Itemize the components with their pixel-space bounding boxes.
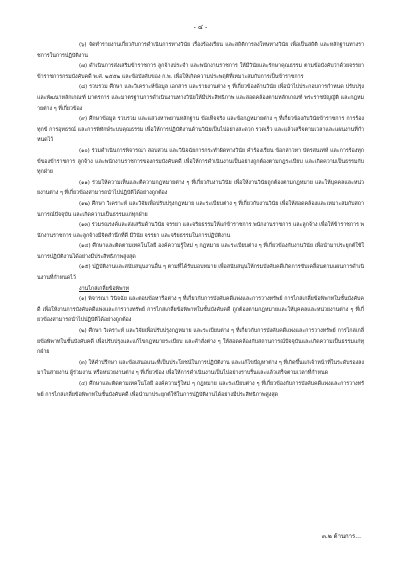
section-heading: งานไกล่เกลี่ยข้อพิพาท (79, 285, 130, 292)
paragraph-discipline-6: (๖) จัดทำรายงานเกี่ยวกับการดำเนินการทางวินัย เรื่องร้องเรียน และสถิติการลงโทษทางวินัย เพื่อเป็นสถิติ และหลักฐานทางราชการในการปฏิบัติงาน (37, 42, 364, 59)
paragraph-mediation-1: (๑) พิจารณา วินิจฉัย และตอบข้อหารือต่าง ๆ ที่เกี่ยวกับการบังคับคดีแพ่งและการวางทรัพย์ การไกล่เกลี่ยข้อพิพาทในชั้นบังคับคดี เพื่อให้งานการบังคับคดีแพ่งและการวางทรัพย์ การไกล่เกลี่ยข้อพิพาทในชั้นบังคับคดี ถูกต้องตามกฎหมายและให้บุคคลและหน่วยงานต่าง ๆ ที่เกี่ยวข้องสามารถนำไปปฏิบัติได้อย่างถูกต้อง (37, 296, 364, 324)
page-number: - ๔ - (193, 23, 208, 31)
paragraph-discipline-14: (๑๔) ศึกษาและติดตามเทคโนโลยี องค์ความรู้ใหม่ ๆ กฎหมาย และระเบียบต่าง ๆ ที่เกี่ยวข้องกับงานวินัย เพื่อนำมาประยุกต์ใช้ในการปฏิบัติงานได้อย่างมีประสิทธิภาพสูงสุด (37, 243, 364, 260)
continuation-marker: ๓.๒ ด้านการ... (321, 533, 361, 540)
paragraph-discipline-8: (๘) รวบรวม ศึกษา และวิเคราะห์ข้อมูล เอกสาร และรายงานต่าง ๆ ที่เกี่ยวข้องด้านวินัย เพื่อนำไปประกอบการกำหนด ปรับปรุง และพัฒนาหลักเกณฑ์ มาตรการ และมาตรฐานการดำเนินงานทางวินัยให้มีประสิทธิภาพ และสอดคล้องตามหลักเกณฑ์ พระราชบัญญัติ และกฎหมายต่าง ๆ ที่เกี่ยวข้อง (37, 84, 364, 112)
paragraph-mediation-3: (๓) ให้คำปรึกษา และข้อเสนอแนะที่เป็นประโยชน์ในการปฏิบัติงาน และแก้ไขปัญหาต่าง ๆ ที่เกิดขึ้นแก่เจ้าหน้าที่ในระดับรองลงมาในสายงาน ผู้ร่วมงาน หรือหน่วยงานต่าง ๆ ที่เกี่ยวข้อง เพื่อให้การดำเนินงานเป็นไปอย่างราบรื่นและแล้วเสร็จตามเวลาที่กำหนด (37, 359, 364, 377)
paragraph-discipline-12: (๑๒) ศึกษา วิเคราะห์ และวิจัยเพื่อปรับปรุงกฎหมาย และระเบียบต่าง ๆ ที่เกี่ยวกับงานวินัย เพื่อให้สอดคล้องและเหมาะสมกับสถานการณ์ปัจจุบัน และเกิดความเป็นธรรมแก่ทุกฝ่าย (37, 200, 364, 218)
paragraph-discipline-7: (๗) ดำเนินการส่งเสริมข้าราชการ ลูกจ้างประจำ และพนักงานราชการ ให้มีวินัยและรักษาคุณธรรม ตามข้อบังคับว่าด้วยจรรยาข้าราชการกรมบังคับคดี พ.ศ. ๒๕๕๒ และข้อบังคับของ ก.พ. เพื่อให้เกิดความประพฤติที่เหมาะสมกับการเป็นข้าราชการ (37, 63, 364, 80)
document-body (37, 40, 364, 400)
paragraph-discipline-9: (๙) ศึกษาข้อมูล รวบรวม และแสวงหาพยานหลักฐาน ข้อเท็จจริง และข้อกฎหมายต่าง ๆ ที่เกี่ยวข้องกับวินัยข้าราชการ การร้องทุกข์ การอุทธรณ์ และการพิทักษ์ระบบคุณธรรม เพื่อให้การปฏิบัติงานด้านวินัยเป็นไปอย่างสะดวก รวดเร็ว และแล้วเสร็จตามเวลาและแผนงานที่กำหนดไว้ (37, 116, 364, 144)
paragraph-mediation-2: (๒) ศึกษา วิเคราะห์ และวิจัยเพื่อปรับปรุงกฎหมาย และระเบียบต่าง ๆ ที่เกี่ยวกับการบังคับคดีแพ่งและการวางทรัพย์ การไกล่เกลี่ยข้อพิพาทในชั้นบังคับคดี เพื่อปรับปรุงและแก้ไขกฎหมายระเบียบ และคำสั่งต่าง ๆ ให้สอดคล้องกับสถานการณ์ปัจจุบันและเกิดความเป็นธรรมแก่ทุกฝ่าย (37, 328, 364, 356)
paragraph-discipline-10: (๑๐) ร่วมดำเนินการพิจารณา สอบสวน และวินิจฉัยการกระทำผิดทางวินัย คำร้องเรียน ข้อกล่าวหา บัตรสนเท่ห์ และการร้องทุกข์ของข้าราชการ ลูกจ้าง และพนักงานราชการของกรมบังคับคดี เพื่อให้การดำเนินงานเป็นอย่างถูกต้องตามกฎระเบียบ และเกิดความเป็นธรรมกับทุกฝ่าย (37, 147, 364, 176)
paragraph-mediation-4: (๔) ศึกษาและติดตามเทคโนโลยี องค์ความรู้ใหม่ ๆ กฎหมาย และระเบียบต่าง ๆ ที่เกี่ยวข้องกับการบังคับคดีแพ่งและการวางทรัพย์ การไกล่เกลี่ยข้อพิพาทในชั้นบังคับคดี เพื่อนำมาประยุกต์ใช้ในการปฏิบัติงานได้อย่างมีประสิทธิภาพสูงสุด (37, 381, 364, 398)
paragraph-discipline-13: (๑๓) ร่วมรณรงค์และส่งเสริมด้านวินัย จรรยา และจริยธรรมให้แก่ข้าราชการ พนักงานราชการ และลูกจ้าง เพื่อให้ข้าราชการ พนักงานราชการ และลูกจ้างมีจิตสำนึกที่ดี มีวินัย จรรยา และจริยธรรมในการปฏิบัติงาน (37, 222, 364, 239)
paragraph-discipline-11: (๑๑) ร่วมให้ความเห็นและตีความกฎหมายต่าง ๆ ที่เกี่ยวกับงานวินัย เพื่อให้งานวินัยถูกต้องตามกฎหมาย และให้บุคคลและหน่วยงานต่าง ๆ ที่เกี่ยวข้องสามารถนำไปปฏิบัติได้อย่างถูกต้อง (37, 179, 364, 197)
paragraph-discipline-15: (๑๕) ปฏิบัติงานและสนับสนุนงานอื่น ๆ ตามที่ได้รับมอบหมาย เพื่อสนับสนุนให้กรมบังคับคดีเกิดการขับเคลื่อนตามแผนการดำเนินงานที่กำหนดไว้ (37, 264, 364, 282)
